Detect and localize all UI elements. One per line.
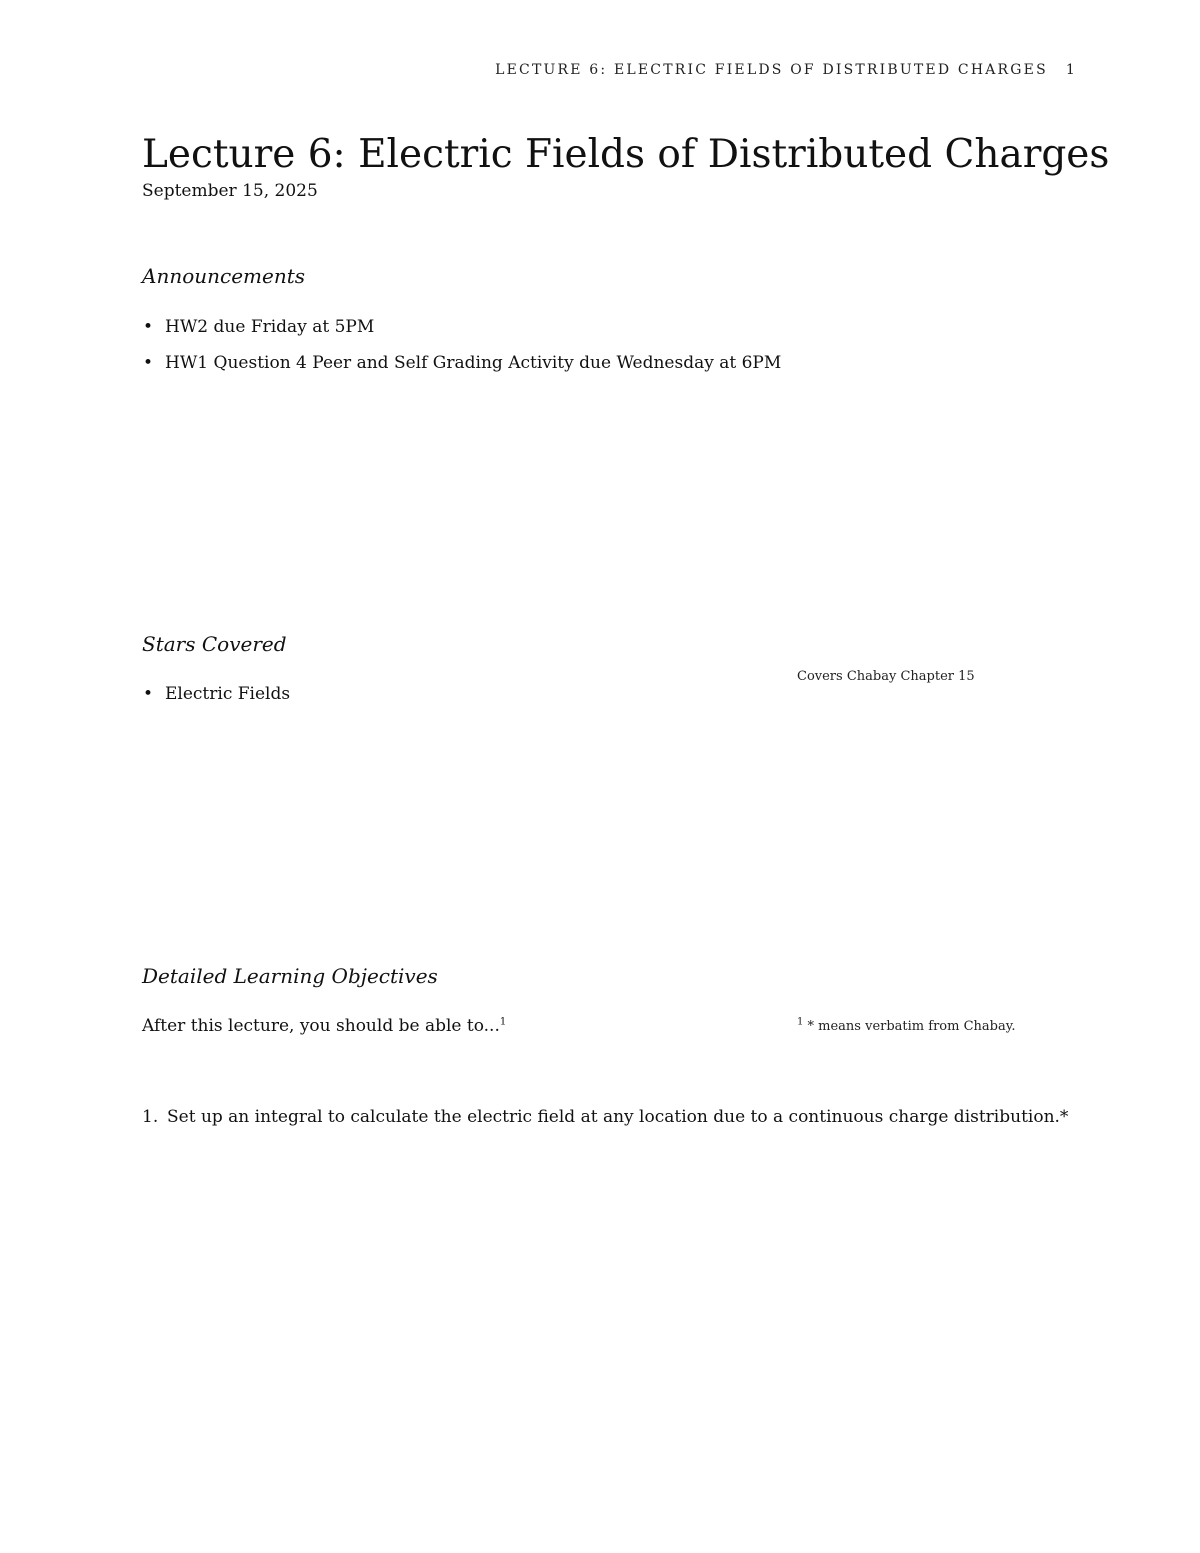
running-title: LECTURE 6: ELECTRIC FIELDS OF DISTRIBUTED CHARGES: [495, 62, 1048, 78]
list-item: • HW1 Question 4 Peer and Self Grading Activity due Wednesday at 6PM: [142, 352, 781, 388]
objectives-intro-text: After this lecture, you should be able to...: [142, 1016, 500, 1036]
objectives-intro: [142, 1016, 506, 1036]
lecture-date: September 15, 2025: [142, 181, 318, 201]
footnote-reference: 1: [499, 1016, 507, 1028]
footnote-marker: 1: [797, 1016, 804, 1028]
page-title: Lecture 6: Electric Fields of Distributed Charges: [142, 132, 1110, 177]
learning-objectives-heading: Detailed Learning Objectives: [142, 964, 438, 988]
chapter-margin-note: Covers Chabay Chapter 15: [797, 669, 975, 684]
objective-number: 1.: [142, 1107, 159, 1127]
announcements-heading: Announcements: [142, 264, 306, 288]
stars-covered-list: [142, 683, 290, 719]
footnote-text: * means verbatim from Chabay.: [807, 1019, 1016, 1034]
objective-text: Set up an integral to calculate the electric field at any location due to a continuous charge distribution.*: [167, 1107, 1069, 1127]
objective-item: [142, 1107, 1068, 1127]
announcements-list: [142, 316, 781, 388]
page-number: 1: [1065, 62, 1077, 78]
list-item: • HW2 due Friday at 5PM: [142, 316, 781, 352]
stars-covered-heading: Stars Covered: [142, 632, 287, 656]
list-item: • Electric Fields: [142, 683, 290, 719]
running-header: [495, 62, 1077, 78]
footnote: [797, 1016, 1016, 1034]
